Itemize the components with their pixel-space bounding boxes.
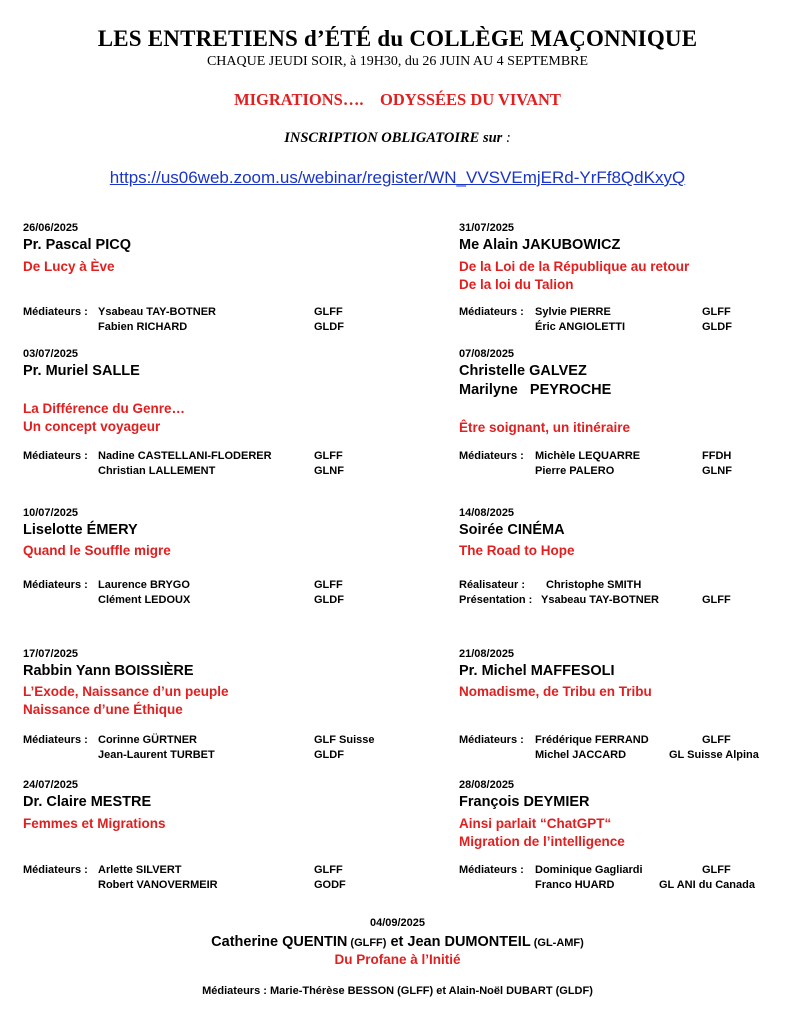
- final-speaker-1-lodge: (GLFF): [347, 937, 387, 949]
- session-date: 28/08/2025: [459, 779, 515, 791]
- session-date: 14/08/2025: [459, 507, 515, 519]
- mediator-label: Médiateurs :: [23, 734, 88, 746]
- inscription-colon: :: [502, 130, 511, 146]
- session-speaker: Pr. Michel MAFFESOLI: [459, 663, 615, 679]
- session-talk-title: L’Exode, Naissance d’un peuple: [23, 684, 229, 699]
- mediator-label: Présentation :: [459, 594, 533, 606]
- mediator-label: Médiateurs :: [23, 450, 88, 462]
- final-session-mediators: Médiateurs : Marie-Thérèse BESSON (GLFF) et Alain-Noël DUBART (GLDF): [202, 985, 593, 997]
- mediator-name: Sylvie PIERRE: [535, 306, 611, 318]
- session-talk-title: De la Loi de la République au retour: [459, 259, 690, 274]
- mediator-label: Médiateurs :: [459, 306, 524, 318]
- mediator-lodge: GLFF: [314, 450, 343, 462]
- mediator-lodge: GLFF: [702, 734, 731, 746]
- session-date: 07/08/2025: [459, 348, 515, 360]
- mediator-name: Michel JACCARD: [535, 749, 627, 761]
- session-speaker: Christelle GALVEZ: [459, 363, 587, 379]
- mediator-lodge: GLDF: [314, 749, 344, 761]
- theme-part-2: ODYSSÉES DU VIVANT: [379, 90, 561, 109]
- mediator-lodge: GLDF: [702, 321, 732, 333]
- mediator-lodge: GLFF: [314, 306, 343, 318]
- session-talk-title: La Différence du Genre…: [23, 401, 186, 416]
- mediator-lodge: GLDF: [314, 321, 344, 333]
- mediator-lodge: GLFF: [702, 864, 731, 876]
- mediator-lodge: GLNF: [314, 465, 344, 477]
- session-date: 21/08/2025: [459, 648, 515, 660]
- session-speaker: Soirée CINÉMA: [459, 522, 565, 538]
- session-date: 24/07/2025: [23, 779, 79, 791]
- session-speaker: Pr. Muriel SALLE: [23, 363, 140, 379]
- final-session-speakers: [0, 933, 795, 952]
- session-speaker: Pr. Pascal PICQ: [23, 237, 132, 253]
- mediator-name: Frédérique FERRAND: [535, 734, 649, 746]
- session-date: 03/07/2025: [23, 348, 79, 360]
- mediator-name: Ysabeau TAY-BOTNER: [541, 594, 659, 606]
- mediator-lodge: GL ANI du Canada: [659, 879, 755, 891]
- final-speaker-2-lodge: (GL-AMF): [530, 937, 584, 949]
- final-connector: et: [386, 934, 408, 950]
- mediator-name: Christian LALLEMENT: [98, 465, 216, 477]
- page-title: LES ENTRETIENS d’ÉTÉ du COLLÈGE MAÇONNIQUE: [97, 26, 698, 51]
- session-speaker: Marilyne PEYROCHE: [459, 382, 612, 398]
- mediator-label: Médiateurs :: [459, 450, 524, 462]
- session-talk-title: The Road to Hope: [459, 543, 575, 558]
- session-speaker: François DEYMIER: [459, 794, 590, 810]
- session-talk-title: De la loi du Talion: [459, 277, 574, 292]
- session-date: 26/06/2025: [23, 222, 79, 234]
- mediator-lodge: GLDF: [314, 594, 344, 606]
- mediator-lodge: GLFF: [702, 594, 731, 606]
- mediator-lodge: GLFF: [314, 579, 343, 591]
- session-talk-title: Être soignant, un itinéraire: [459, 420, 631, 435]
- session-talk-title: Migration de l’intelligence: [459, 834, 625, 849]
- mediator-lodge: FFDH: [702, 450, 732, 462]
- session-speaker: Dr. Claire MESTRE: [23, 794, 152, 810]
- mediator-name: Michèle LEQUARRE: [535, 450, 641, 462]
- registration-link[interactable]: https://us06web.zoom.us/webinar/register/WN_VVSVEmjERd-YrFf8QdKxyQ: [109, 168, 686, 187]
- session-talk-title: Quand le Souffle migre: [23, 543, 171, 558]
- page-subtitle: CHAQUE JEUDI SOIR, à 19H30, du 26 JUIN AU 4 SEPTEMBRE: [206, 54, 589, 69]
- session-date: 17/07/2025: [23, 648, 79, 660]
- mediator-name: Robert VANOVERMEIR: [98, 879, 218, 891]
- session-talk-title: Un concept voyageur: [23, 419, 161, 434]
- mediator-name: Arlette SILVERT: [98, 864, 182, 876]
- mediator-name: Corinne GÜRTNER: [98, 734, 197, 746]
- session-talk-title: Naissance d’une Éthique: [23, 702, 183, 717]
- final-speaker-1: Catherine QUENTIN: [211, 934, 348, 950]
- final-speaker-2: Jean DUMONTEIL: [407, 934, 531, 950]
- final-session-date: 04/09/2025: [369, 917, 426, 929]
- session-date: 31/07/2025: [459, 222, 515, 234]
- mediator-name: Nadine CASTELLANI-FLODERER: [98, 450, 272, 462]
- mediator-label: Médiateurs :: [459, 864, 524, 876]
- mediator-lodge: GLFF: [702, 306, 731, 318]
- session-talk-title: De Lucy à Ève: [23, 259, 115, 274]
- session-speaker: Liselotte ÉMERY: [23, 522, 138, 538]
- mediator-lodge: GLF Suisse: [314, 734, 375, 746]
- mediator-name: Clément LEDOUX: [98, 594, 191, 606]
- mediator-lodge: GL Suisse Alpina: [669, 749, 759, 761]
- theme-heading: [0, 90, 795, 110]
- mediator-name: Laurence BRYGO: [98, 579, 190, 591]
- mediator-lodge: GLFF: [314, 864, 343, 876]
- mediator-name: Dominique Gagliardi: [535, 864, 643, 876]
- mediator-lodge: GODF: [314, 879, 346, 891]
- theme-part-1: MIGRATIONS….: [234, 90, 364, 109]
- mediator-name: Franco HUARD: [535, 879, 615, 891]
- mediator-label: Réalisateur :: [459, 579, 526, 591]
- mediator-name: Jean-Laurent TURBET: [98, 749, 215, 761]
- session-talk-title: Femmes et Migrations: [23, 816, 166, 831]
- mediator-label: Médiateurs :: [23, 864, 88, 876]
- mediator-lodge: GLNF: [702, 465, 732, 477]
- mediator-name: Christophe SMITH: [546, 579, 642, 591]
- mediator-label: Médiateurs :: [459, 734, 524, 746]
- session-talk-title: Nomadisme, de Tribu en Tribu: [459, 684, 652, 699]
- session-speaker: Me Alain JAKUBOWICZ: [459, 237, 621, 253]
- session-date: 10/07/2025: [23, 507, 79, 519]
- final-session-talk: Du Profane à l’Initié: [334, 952, 461, 967]
- session-speaker: Rabbin Yann BOISSIÈRE: [23, 663, 194, 679]
- mediator-label: Médiateurs :: [23, 306, 88, 318]
- inscription-notice: [0, 130, 795, 147]
- session-talk-title: Ainsi parlait “ChatGPT“: [459, 816, 612, 831]
- mediator-label: Médiateurs :: [23, 579, 88, 591]
- inscription-label: INSCRIPTION OBLIGATOIRE sur: [284, 130, 503, 146]
- mediator-name: Fabien RICHARD: [98, 321, 188, 333]
- mediator-name: Pierre PALERO: [535, 465, 615, 477]
- mediator-name: Ysabeau TAY-BOTNER: [98, 306, 216, 318]
- mediator-name: Éric ANGIOLETTI: [535, 321, 626, 333]
